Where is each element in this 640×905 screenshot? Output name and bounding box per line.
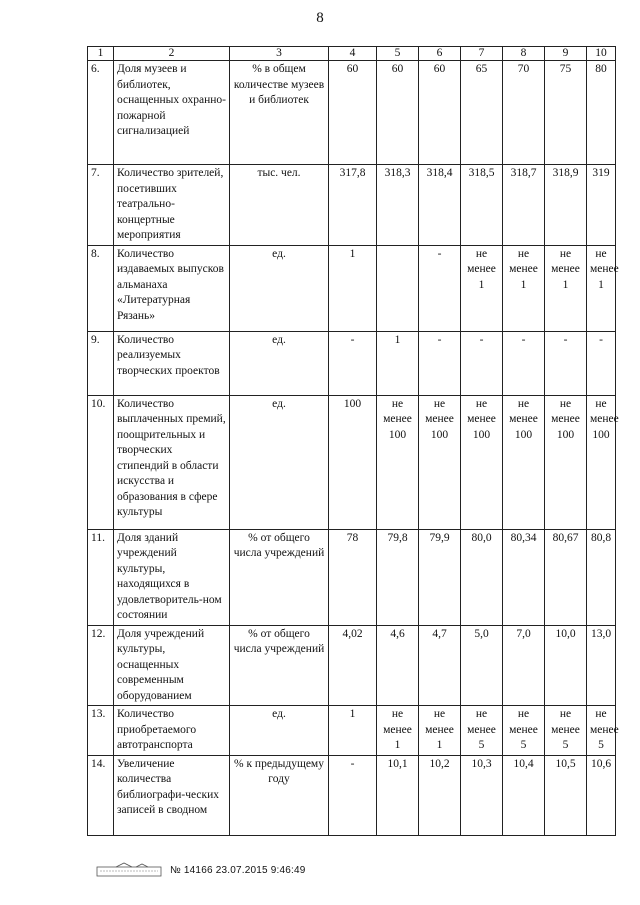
value-cell: 317,8 (329, 165, 377, 246)
value-cell: 10,1 (377, 755, 419, 835)
value-cell: 10,4 (503, 755, 545, 835)
value-cell: 318,5 (461, 165, 503, 246)
row-number: 7. (88, 165, 114, 246)
value-cell: 60 (419, 61, 461, 165)
value-cell: 1 (377, 331, 419, 395)
table-row (88, 706, 616, 756)
value-cell: 80,0 (461, 529, 503, 625)
unit-cell: ед. (230, 245, 329, 331)
value-cell: 80,34 (503, 529, 545, 625)
unit-cell: тыс. чел. (230, 165, 329, 246)
value-cell: не менее 100 (461, 395, 503, 529)
value-cell: - (329, 331, 377, 395)
value-cell: 80,67 (545, 529, 587, 625)
row-number: 6. (88, 61, 114, 165)
table-row (88, 625, 616, 706)
unit-cell: ед. (230, 706, 329, 756)
indicator-name: Количество реализуемых творческих проектов (114, 331, 230, 395)
value-cell: 79,9 (419, 529, 461, 625)
value-cell: 60 (329, 61, 377, 165)
value-cell: не менее 100 (545, 395, 587, 529)
value-cell: 318,4 (419, 165, 461, 246)
value-cell: 4,6 (377, 625, 419, 706)
value-cell: не менее 5 (503, 706, 545, 756)
indicator-name: Количество выплаченных премий, поощрительных и творческих стипендий в области искусства и образования в сфере культуры (114, 395, 230, 529)
value-cell: 80 (587, 61, 616, 165)
unit-cell: % от общего числа учреждений (230, 529, 329, 625)
indicator-name: Доля зданий учреждений культуры, находящихся в удовлетворитель-ном состоянии (114, 529, 230, 625)
indicator-name: Увеличение количества библиографи-ческих записей в сводном (114, 755, 230, 835)
header-cell: 9 (545, 47, 587, 61)
indicator-name: Количество зрителей, посетивших театрально-концертные мероприятия (114, 165, 230, 246)
header-cell: 4 (329, 47, 377, 61)
value-cell: не менее 1 (419, 706, 461, 756)
value-cell: не менее 100 (587, 395, 616, 529)
value-cell: не менее 1 (377, 706, 419, 756)
row-number: 10. (88, 395, 114, 529)
registration-stamp: № 14166 23.07.2015 9:46:49 (170, 864, 306, 876)
header-cell: 8 (503, 47, 545, 61)
value-cell: 7,0 (503, 625, 545, 706)
header-cell: 5 (377, 47, 419, 61)
table-row (88, 245, 616, 331)
registry-seal-icon (96, 862, 162, 878)
value-cell: 75 (545, 61, 587, 165)
value-cell: 10,3 (461, 755, 503, 835)
value-cell: не менее 1 (587, 245, 616, 331)
table-row (88, 529, 616, 625)
value-cell: не менее 1 (545, 245, 587, 331)
page-number: 8 (316, 10, 324, 26)
unit-cell: % к предыдущему году (230, 755, 329, 835)
indicator-name: Количество издаваемых выпусков альманаха «Литературная Рязань» (114, 245, 230, 331)
header-cell: 1 (88, 47, 114, 61)
value-cell: не менее 5 (545, 706, 587, 756)
header-cell: 7 (461, 47, 503, 61)
value-cell (377, 245, 419, 331)
value-cell: 10,2 (419, 755, 461, 835)
value-cell: - (503, 331, 545, 395)
value-cell: 5,0 (461, 625, 503, 706)
value-cell: 1 (329, 245, 377, 331)
value-cell: 4,7 (419, 625, 461, 706)
table-header-row (88, 47, 616, 61)
value-cell: не менее 100 (419, 395, 461, 529)
value-cell: 10,6 (587, 755, 616, 835)
row-number: 13. (88, 706, 114, 756)
indicator-name: Доля учреждений культуры, оснащенных современным оборудованием (114, 625, 230, 706)
value-cell: не менее 5 (461, 706, 503, 756)
unit-cell: ед. (230, 395, 329, 529)
header-cell: 3 (230, 47, 329, 61)
unit-cell: % в общем количестве музеев и библиотек (230, 61, 329, 165)
table-row (88, 331, 616, 395)
table-row (88, 165, 616, 246)
value-cell: 100 (329, 395, 377, 529)
header-cell: 6 (419, 47, 461, 61)
value-cell: не менее 1 (461, 245, 503, 331)
value-cell: не менее 1 (503, 245, 545, 331)
row-number: 8. (88, 245, 114, 331)
value-cell: 79,8 (377, 529, 419, 625)
value-cell: 78 (329, 529, 377, 625)
row-number: 12. (88, 625, 114, 706)
value-cell: 318,3 (377, 165, 419, 246)
value-cell: 318,9 (545, 165, 587, 246)
value-cell: 80,8 (587, 529, 616, 625)
value-cell: 70 (503, 61, 545, 165)
table-row (88, 61, 616, 165)
value-cell: 10,5 (545, 755, 587, 835)
registration-footer (96, 862, 305, 878)
value-cell: не менее 5 (587, 706, 616, 756)
table-row (88, 395, 616, 529)
value-cell: - (419, 245, 461, 331)
row-number: 14. (88, 755, 114, 835)
value-cell: 319 (587, 165, 616, 246)
value-cell: 65 (461, 61, 503, 165)
value-cell: 10,0 (545, 625, 587, 706)
value-cell: 318,7 (503, 165, 545, 246)
value-cell: не менее 100 (503, 395, 545, 529)
header-cell: 2 (114, 47, 230, 61)
value-cell: не менее 100 (377, 395, 419, 529)
value-cell: - (587, 331, 616, 395)
indicators-table (87, 46, 619, 836)
header-cell: 10 (587, 47, 616, 61)
value-cell: 1 (329, 706, 377, 756)
indicator-name: Количество приобретаемого автотранспорта (114, 706, 230, 756)
value-cell: 4,02 (329, 625, 377, 706)
value-cell: - (545, 331, 587, 395)
value-cell: - (329, 755, 377, 835)
unit-cell: ед. (230, 331, 329, 395)
table-row (88, 755, 616, 835)
value-cell: - (419, 331, 461, 395)
row-number: 11. (88, 529, 114, 625)
unit-cell: % от общего числа учреждений (230, 625, 329, 706)
value-cell: 13,0 (587, 625, 616, 706)
value-cell: - (461, 331, 503, 395)
row-number: 9. (88, 331, 114, 395)
indicator-name: Доля музеев и библиотек, оснащенных охранно-пожарной сигнализацией (114, 61, 230, 165)
value-cell: 60 (377, 61, 419, 165)
